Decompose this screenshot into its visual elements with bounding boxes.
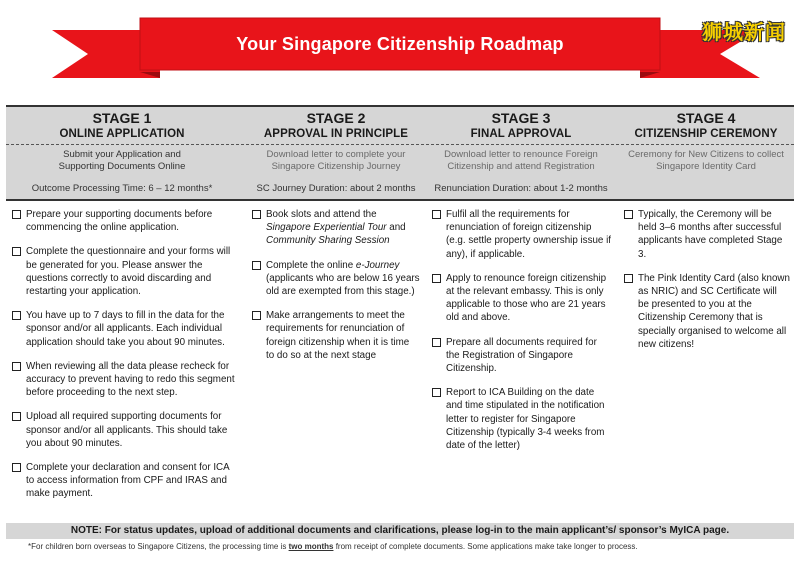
- checkbox-icon: [12, 362, 21, 371]
- stage-2-name: STAGE 2: [306, 110, 366, 126]
- checkbox-icon: [252, 311, 261, 320]
- checklist-item: Apply to renounce foreign citizenship at the relevant embassy. This is only applicable to those who are 21 years old and above.: [430, 272, 612, 325]
- checkbox-icon: [12, 210, 21, 219]
- checklist-item: Prepare your supporting documents before commencing the online application.: [10, 208, 240, 234]
- checklist-item: Book slots and attend the Singapore Experiential Tour and Community Sharing Session: [250, 208, 420, 248]
- stage-1-header: [6, 107, 238, 199]
- checklist-item: Upload all required supporting documents for sponsor and/or all applicants. This should take you about 90 minutes.: [10, 410, 240, 450]
- stage-2-checklist: [250, 208, 420, 373]
- checkbox-icon: [432, 210, 441, 219]
- checkbox-icon: [12, 463, 21, 472]
- checklist-item: You have up to 7 days to fill in the data for the sponsor and/or all applicants. Each individual application should take you about 90 minutes.: [10, 309, 240, 349]
- watermark-logo: 狮城新闻: [702, 20, 786, 44]
- checklist-item: Complete your declaration and consent for ICA to access information from CPF and IRAS and make payment.: [10, 461, 240, 501]
- checkbox-icon: [432, 388, 441, 397]
- stage-4-description: Ceremony for New Citizens to collect Singapore Identity Card: [628, 149, 784, 172]
- stage-2-description: Download letter to complete your Singapore Citizenship Journey: [266, 149, 406, 172]
- stage-4-name: STAGE 4: [676, 110, 736, 126]
- stage-1-duration: Outcome Processing Time: 6 – 12 months*: [31, 183, 213, 194]
- stage-3-header: [426, 107, 616, 199]
- checklist-item: The Pink Identity Card (also known as NRIC) and SC Certificate will be presented to you at the Citizenship Ceremony that is specially organised to welcome all new citizens!: [622, 272, 790, 351]
- checkbox-icon: [432, 338, 441, 347]
- checklist-item: Complete the online e-Journey (applicants who are below 16 years old are exempted from this stage.): [250, 259, 420, 299]
- stage-header-band: [6, 105, 794, 201]
- stage-4-checklist: [622, 208, 790, 362]
- footnote: *For children born overseas to Singapore Citizens, the processing time is two months from receipt of complete documents. Some applications make take longer to process.: [28, 542, 638, 551]
- stage-3-description: Download letter to renounce Foreign Citizenship and attend Registration: [444, 149, 598, 172]
- checklist-item: Typically, the Ceremony will be held 3–6 months after successful applicants have completed Stage 3.: [622, 208, 790, 261]
- checklist-item: Fulfil all the requirements for renunciation of foreign citizenship (e.g. settle property ownership issue if any), if applicable.: [430, 208, 612, 261]
- checklist-item: Prepare all documents required for the Registration of Singapore Citizenship.: [430, 336, 612, 376]
- checkbox-icon: [12, 412, 21, 421]
- stage-2-title: APPROVAL IN PRINCIPLE: [263, 128, 409, 140]
- checklist-item: Make arrangements to meet the requirements for renunciation of foreign citizenship when it is time to do so at the next stage: [250, 309, 420, 362]
- stage-3-title: FINAL APPROVAL: [470, 128, 572, 140]
- checkbox-icon: [252, 210, 261, 219]
- stage-1-checklist: [10, 208, 240, 512]
- stage-3-name: STAGE 3: [491, 110, 551, 126]
- checklist-item: When reviewing all the data please recheck for accuracy to prevent having to redo this segment before proceeding to the next step.: [10, 360, 240, 400]
- checkbox-icon: [432, 274, 441, 283]
- stage-1-name: STAGE 1: [92, 110, 152, 126]
- checkbox-icon: [624, 274, 633, 283]
- checklist-item: Complete the questionnaire and your forms will be generated for you. Please answer the questions correctly to avoid discarding and restarting your application.: [10, 245, 240, 298]
- stage-2-header: [246, 107, 426, 199]
- status-note: NOTE: For status updates, upload of additional documents and clarifications, please log-in to the main applicant’s/ sponsor’s MyICA page.: [6, 523, 794, 539]
- checkbox-icon: [624, 210, 633, 219]
- stage-1-title: ONLINE APPLICATION: [59, 128, 185, 140]
- stage-4-title: CITIZENSHIP CEREMONY: [634, 128, 778, 140]
- checkbox-icon: [252, 261, 261, 270]
- stage-2-duration: SC Journey Duration: about 2 months: [256, 183, 416, 194]
- checkbox-icon: [12, 311, 21, 320]
- stage-1-description: Submit your Application and Supporting Documents Online: [58, 149, 186, 172]
- checkbox-icon: [12, 247, 21, 256]
- banner: [0, 0, 800, 100]
- stage-3-duration: Renunciation Duration: about 1-2 months: [434, 183, 608, 194]
- stage-3-checklist: [430, 208, 612, 463]
- stage-4-header: [618, 107, 794, 199]
- page-title: Your Singapore Citizenship Roadmap: [236, 33, 564, 54]
- checklist-item: Report to ICA Building on the date and time stipulated in the notification letter to register for Singapore Citizenship (typically 3-4 weeks from date of the letter): [430, 386, 612, 452]
